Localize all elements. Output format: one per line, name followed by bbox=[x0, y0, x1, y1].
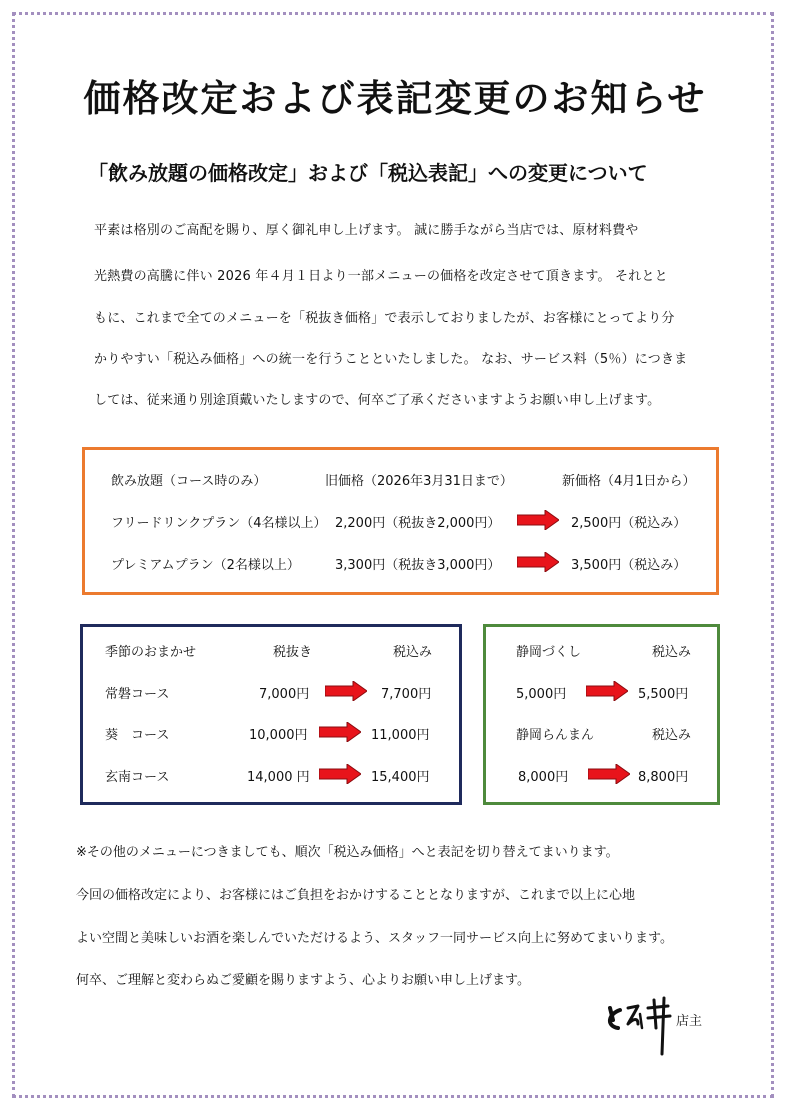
seasonal-header-name: 季節のおまかせ bbox=[105, 645, 197, 660]
drinks-row-old: 2,200円（税抜き2,000円） bbox=[335, 516, 501, 531]
shizuoka-group-name: 静岡らんまん bbox=[516, 728, 595, 743]
shizuoka-row-old: 8,000円 bbox=[518, 770, 569, 785]
intro-line: 平素は格別のご高配を賜り、厚く御礼申し上げます。 誠に勝手ながら当店では、原材料費や bbox=[94, 223, 639, 238]
shizuoka-course-box bbox=[483, 624, 720, 805]
shizuoka-row-old: 5,000円 bbox=[516, 687, 567, 702]
intro-line: しては、従来通り別途頂戴いたしますので、何卒ご了承くださいますようお願い申し上げます。 bbox=[94, 393, 661, 408]
seasonal-row-name: 葵 コース bbox=[105, 728, 170, 743]
seasonal-row-new: 15,400円 bbox=[371, 770, 430, 785]
footer-line: よい空間と美味しいお酒を楽しんでいただけるよう、スタッフ一同サービス向上に努めてまいります。 bbox=[76, 931, 673, 946]
drinks-price-box bbox=[82, 447, 719, 595]
drinks-header-old: 旧価格（2026年3月31日まで） bbox=[325, 474, 513, 489]
footer-line: 何卒、ご理解と変わらぬご愛顧を賜りますよう、心よりお願い申し上げます。 bbox=[76, 973, 530, 988]
arrow-right-icon bbox=[517, 510, 559, 530]
page-title: 価格改定および表記変更のお知らせ bbox=[83, 77, 707, 120]
arrow-right-icon bbox=[517, 552, 559, 572]
footer-line: 今回の価格改定により、お客様にはご負担をおかけすることとなりますが、これまで以上に心地 bbox=[76, 888, 636, 903]
seasonal-row-name: 常磐コース bbox=[105, 687, 170, 702]
seasonal-header-new: 税込み bbox=[393, 645, 433, 660]
shizuoka-row-new: 5,500円 bbox=[638, 687, 689, 702]
seasonal-row-new: 11,000円 bbox=[371, 728, 430, 743]
seasonal-header-old: 税抜き bbox=[273, 645, 313, 660]
arrow-right-icon bbox=[319, 722, 361, 742]
intro-line: かりやすい「税込み価格」への統一を行うことといたしました。 なお、サービス料（5％）につきま bbox=[94, 352, 688, 367]
footer-note: ※その他のメニューにつきましても、順次「税込み価格」へと表記を切り替えてまいります。 bbox=[76, 845, 619, 860]
seasonal-row-old: 7,000円 bbox=[259, 687, 310, 702]
arrow-right-icon bbox=[586, 681, 628, 701]
subtitle: 「飲み放題の価格改定」および「税込表記」への変更について bbox=[88, 161, 648, 185]
shizuoka-group-label: 税込み bbox=[652, 645, 692, 660]
seasonal-row-new: 7,700円 bbox=[381, 687, 432, 702]
seasonal-row-name: 玄南コース bbox=[105, 770, 170, 785]
shizuoka-row-new: 8,800円 bbox=[638, 770, 689, 785]
seasonal-row-old: 10,000円 bbox=[249, 728, 308, 743]
drinks-row-name: フリードリンクプラン（4名様以上） bbox=[111, 516, 327, 531]
signature-role: 店主 bbox=[676, 1014, 703, 1029]
intro-line: もに、これまで全てのメニューを「税抜き価格」で表示しておりましたが、お客様にとってより分 bbox=[94, 311, 675, 326]
signature-image bbox=[604, 994, 674, 1056]
drinks-header-name: 飲み放題（コース時のみ） bbox=[111, 474, 267, 489]
drinks-row-new: 2,500円（税込み） bbox=[571, 516, 687, 531]
arrow-right-icon bbox=[325, 681, 367, 701]
drinks-header-new: 新価格（4月1日から） bbox=[562, 474, 696, 489]
arrow-right-icon bbox=[319, 764, 361, 784]
seasonal-row-old: 14,000 円 bbox=[247, 770, 310, 785]
seasonal-course-box bbox=[80, 624, 462, 805]
shizuoka-group-label: 税込み bbox=[652, 728, 692, 743]
drinks-row-new: 3,500円（税込み） bbox=[571, 558, 687, 573]
intro-line: 光熱費の高騰に伴い 2026 年４月１日より一部メニューの価格を改定させて頂きます。 それとと bbox=[94, 269, 668, 284]
drinks-row-old: 3,300円（税抜き3,000円） bbox=[335, 558, 501, 573]
shizuoka-group-name: 静岡づくし bbox=[516, 645, 582, 660]
drinks-row-name: プレミアムプラン（2名様以上） bbox=[111, 558, 300, 573]
arrow-right-icon bbox=[588, 764, 630, 784]
